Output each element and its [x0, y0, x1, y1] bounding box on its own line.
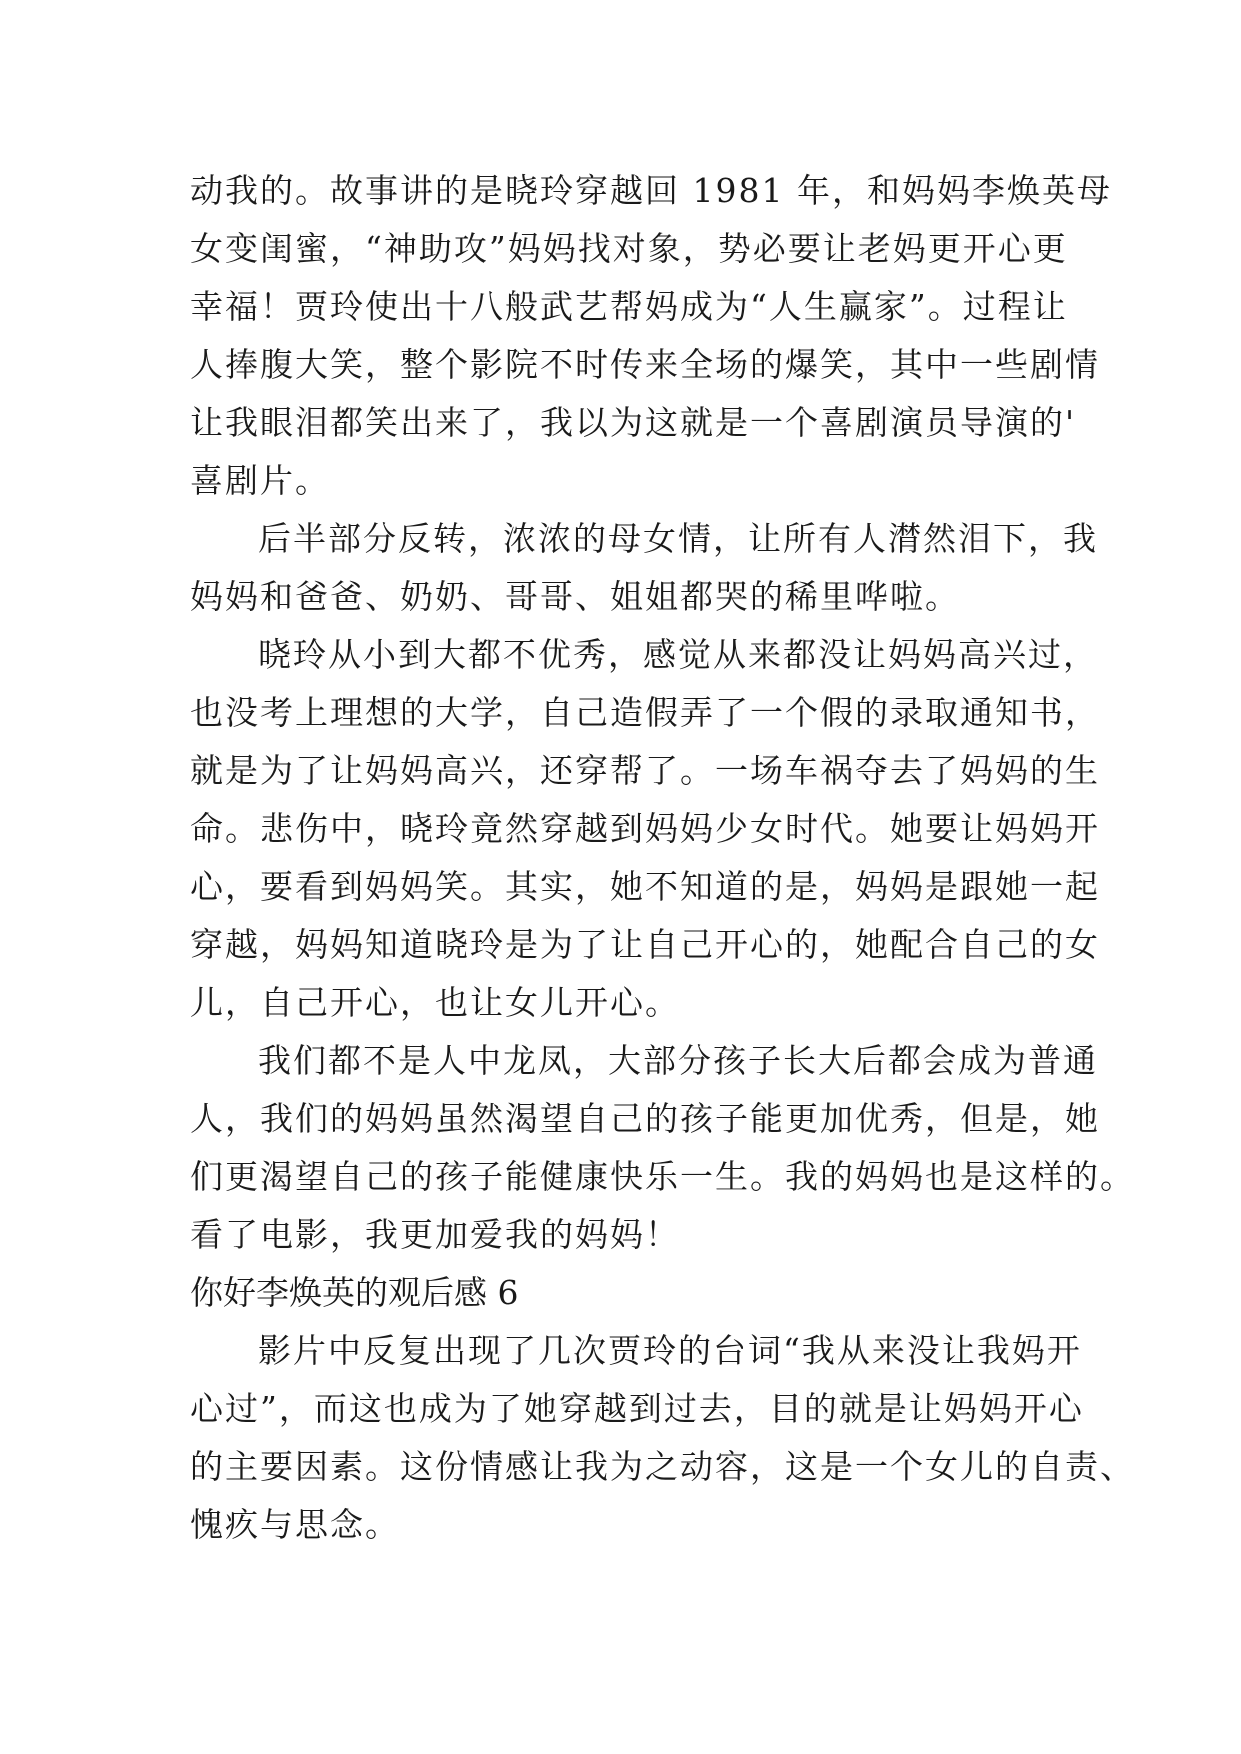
paragraph-line: 也没考上理想的大学，自己造假弄了一个假的录取通知书，: [190, 693, 1100, 732]
paragraph-line: 动我的。故事讲的是晓玲穿越回 1981 年，和妈妈李焕英母: [190, 171, 1112, 210]
paragraph-line: 命。悲伤中，晓玲竟然穿越到妈妈少女时代。她要让妈妈开: [190, 809, 1100, 848]
paragraph-line: 妈妈和爸爸、奶奶、哥哥、姐姐都哭的稀里哗啦。: [190, 577, 960, 616]
paragraph-line: 看了电影，我更加爱我的妈妈！: [190, 1215, 680, 1254]
paragraph-line: 愧疚与思念。: [190, 1505, 400, 1544]
document-body: [190, 162, 1135, 1554]
paragraph-line: 儿，自己开心，也让女儿开心。: [190, 983, 680, 1022]
paragraph-line: 让我眼泪都笑出来了，我以为这就是一个喜剧演员导演的': [190, 403, 1077, 442]
paragraph-line: 喜剧片。: [190, 461, 330, 500]
paragraph-line: 晓玲从小到大都不优秀，感觉从来都没让妈妈高兴过，: [258, 635, 1098, 674]
paragraph-line: 的主要因素。这份情感让我为之动容，这是一个女儿的自责、: [190, 1447, 1135, 1486]
paragraph-line: 后半部分反转，浓浓的母女情，让所有人潸然泪下，我: [258, 519, 1098, 558]
paragraph-line: 就是为了让妈妈高兴，还穿帮了。一场车祸夺去了妈妈的生: [190, 751, 1100, 790]
paragraph-line: 心过”，而这也成为了她穿越到过去，目的就是让妈妈开心: [190, 1389, 1084, 1428]
paragraph-line: 女变闺蜜，“神助攻”妈妈找对象，势必要让老妈更开心更: [190, 229, 1068, 268]
paragraph-line: 影片中反复出现了几次贾玲的台词“我从来没让我妈开: [258, 1331, 1082, 1370]
paragraph-line: 我们都不是人中龙凤，大部分孩子长大后都会成为普通: [258, 1041, 1098, 1080]
section-heading: 你好李焕英的观后感 6: [190, 1273, 519, 1312]
paragraph-line: 人捧腹大笑，整个影院不时传来全场的爆笑，其中一些剧情: [190, 345, 1100, 384]
paragraph-line: 穿越，妈妈知道晓玲是为了让自己开心的，她配合自己的女: [190, 925, 1100, 964]
paragraph-line: 心，要看到妈妈笑。其实，她不知道的是，妈妈是跟她一起: [190, 867, 1100, 906]
paragraph-line: 们更渴望自己的孩子能健康快乐一生。我的妈妈也是这样的。: [190, 1157, 1135, 1196]
paragraph-line: 幸福！贾玲使出十八般武艺帮妈成为“人生赢家”。过程让: [190, 287, 1068, 326]
paragraph-line: 人，我们的妈妈虽然渴望自己的孩子能更加优秀，但是，她: [190, 1099, 1100, 1138]
